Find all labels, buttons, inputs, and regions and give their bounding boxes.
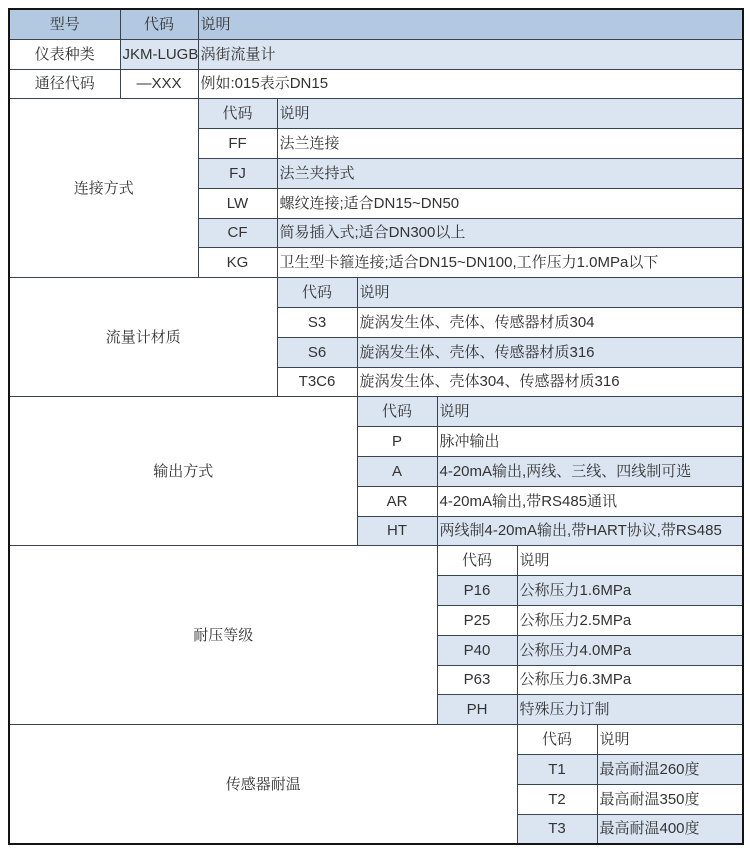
section-material-header-row — [9, 278, 743, 308]
code-cell: FF — [198, 129, 277, 159]
desc-cell: 最高耐温260度 — [597, 754, 743, 784]
row-instrument-type — [9, 39, 743, 69]
code-cell: CF — [198, 218, 277, 248]
desc-cell: 特殊压力订制 — [517, 695, 743, 725]
header-desc-cell: 说明 — [198, 9, 743, 39]
desc-cell: 脉冲输出 — [437, 427, 743, 457]
section-label-temperature: 传感器耐温 — [9, 725, 517, 845]
desc-cell: 卫生型卡箍连接;适合DN15~DN100,工作压力1.0MPa以下 — [277, 248, 743, 278]
code-cell: P25 — [437, 605, 517, 635]
desc-cell: 螺纹连接;适合DN15~DN50 — [277, 188, 743, 218]
instrument-desc-cell: 涡街流量计 — [198, 39, 743, 69]
desc-cell: 公称压力6.3MPa — [517, 665, 743, 695]
code-cell: FJ — [198, 158, 277, 188]
desc-cell: 法兰连接 — [277, 129, 743, 159]
section-connection-header-row — [9, 99, 743, 129]
subheader-code-cell: 代码 — [517, 725, 597, 755]
code-cell: KG — [198, 248, 277, 278]
desc-cell: 旋涡发生体、壳体304、传感器材质316 — [357, 367, 743, 397]
desc-cell: 公称压力1.6MPa — [517, 576, 743, 606]
desc-cell: 旋涡发生体、壳体、传感器材质316 — [357, 337, 743, 367]
desc-cell: 4-20mA输出,两线、三线、四线制可选 — [437, 456, 743, 486]
instrument-code-cell: JKM-LUGB — [120, 39, 198, 69]
desc-cell: 4-20mA输出,带RS485通讯 — [437, 486, 743, 516]
desc-cell: 简易插入式;适合DN300以上 — [277, 218, 743, 248]
code-cell: P40 — [437, 635, 517, 665]
section-label-output: 输出方式 — [9, 397, 357, 546]
code-cell: PH — [437, 695, 517, 725]
section-output-header-row — [9, 397, 743, 427]
code-cell: P — [357, 427, 437, 457]
diameter-desc-cell: 例如:015表示DN15 — [198, 69, 743, 99]
subheader-code-cell: 代码 — [437, 546, 517, 576]
code-cell: AR — [357, 486, 437, 516]
code-cell: S3 — [277, 307, 357, 337]
code-cell: S6 — [277, 337, 357, 367]
code-cell: P16 — [437, 576, 517, 606]
header-code-cell: 代码 — [120, 9, 198, 39]
row-diameter-code — [9, 69, 743, 99]
code-cell: P63 — [437, 665, 517, 695]
table-header-row — [9, 9, 743, 39]
subheader-desc-cell: 说明 — [517, 546, 743, 576]
subheader-code-cell: 代码 — [357, 397, 437, 427]
subheader-desc-cell: 说明 — [597, 725, 743, 755]
desc-cell: 旋涡发生体、壳体、传感器材质304 — [357, 307, 743, 337]
section-label-pressure: 耐压等级 — [9, 546, 437, 725]
code-cell: T3C6 — [277, 367, 357, 397]
desc-cell: 最高耐温350度 — [597, 784, 743, 814]
subheader-code-cell: 代码 — [198, 99, 277, 129]
section-label-material: 流量计材质 — [9, 278, 277, 397]
desc-cell: 两线制4-20mA输出,带HART协议,带RS485 — [437, 516, 743, 546]
section-pressure-header-row — [9, 546, 743, 576]
desc-cell: 公称压力2.5MPa — [517, 605, 743, 635]
code-cell: T2 — [517, 784, 597, 814]
code-cell: HT — [357, 516, 437, 546]
desc-cell: 最高耐温400度 — [597, 814, 743, 844]
code-cell: T1 — [517, 754, 597, 784]
diameter-label-cell: 通径代码 — [9, 69, 120, 99]
header-model-cell: 型号 — [9, 9, 120, 39]
subheader-code-cell: 代码 — [277, 278, 357, 308]
subheader-desc-cell: 说明 — [357, 278, 743, 308]
section-label-connection: 连接方式 — [9, 99, 198, 278]
subheader-desc-cell: 说明 — [437, 397, 743, 427]
model-code-table — [8, 8, 744, 845]
section-temperature-header-row — [9, 725, 743, 755]
code-cell: A — [357, 456, 437, 486]
instrument-label-cell: 仪表种类 — [9, 39, 120, 69]
desc-cell: 公称压力4.0MPa — [517, 635, 743, 665]
code-cell: LW — [198, 188, 277, 218]
desc-cell: 法兰夹持式 — [277, 158, 743, 188]
code-cell: T3 — [517, 814, 597, 844]
diameter-code-cell: —XXX — [120, 69, 198, 99]
subheader-desc-cell: 说明 — [277, 99, 743, 129]
